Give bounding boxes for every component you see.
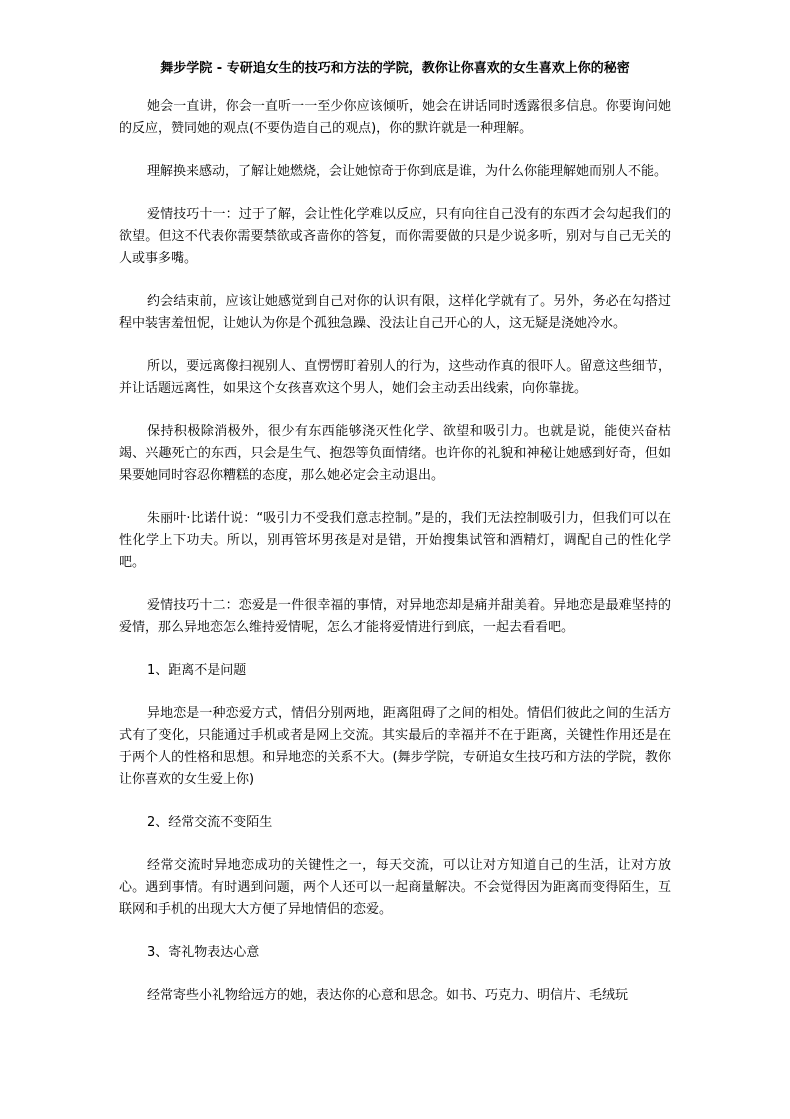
paragraph: 爱情技巧十一：过于了解，会让性化学难以反应，只有向往自己没有的东西才会勾起我们的欲望。但这不代表你需要禁欲或吝啬你的答复，而你需要做的只是少说多听，别对与自己无关的人或事多嘴。 xyxy=(119,207,671,266)
paragraph: 异地恋是一种恋爱方式，情侣分别两地，距离阻碍了之间的相处。情侣们彼此之间的生活方式有了变化，只能通过手机或者是网上交流。其实最后的幸福并不在于距离，关键性作用还是在于两个人的性格和思想。和异地恋的关系不大。(舞步学院，专研追女生技巧和方法的学院，教你让你喜欢的女生爱上你) xyxy=(119,706,671,787)
paragraph: 约会结束前，应该让她感觉到自己对你的认识有限，这样化学就有了。另外，务必在勾搭过程中装害羞忸怩，让她认为你是个孤独急躁、没法让自己开心的人，这无疑是浇她冷水。 xyxy=(119,294,671,331)
document-title: 舞步学院 - 专研追女生的技巧和方法的学院，教你让你喜欢的女生喜欢上你的秘密 xyxy=(160,61,630,76)
paragraph: 所以，要远离像扫视别人、直愣愣盯着别人的行为，这些动作真的很吓人。留意这些细节，并让话题远离性，如果这个女孩喜欢这个男人，她们会主动丢出线索，向你靠拢。 xyxy=(119,359,671,396)
paragraph: 朱丽叶·比诺什说：“吸引力不受我们意志控制。”是的，我们无法控制吸引力，但我们可以在性化学上下功夫。所以，别再管坏男孩是对是错，开始搜集试管和酒精灯，调配自己的性化学吧。 xyxy=(119,511,671,570)
document-body xyxy=(119,96,671,1028)
section-heading: 1、距离不是问题 xyxy=(147,663,247,678)
paragraph: 爱情技巧十二：恋爱是一件很幸福的事情，对异地恋却是痛并甜美着。异地恋是最难坚持的爱情，那么异地恋怎么维持爱情呢，怎么才能将爱情进行到底，一起去看看吧。 xyxy=(119,598,671,635)
paragraph: 理解换来感动，了解让她燃烧，会让她惊奇于你到底是谁，为什么你能理解她而别人不能。 xyxy=(147,164,668,179)
paragraph: 她会一直讲，你会一直听一一至少你应该倾听，她会在讲话同时透露很多信息。你要询问她的反应，赞同她的观点(不要伪造自己的观点)，你的默许就是一种理解。 xyxy=(119,99,671,136)
section-heading: 3、寄礼物表达心意 xyxy=(147,945,260,960)
paragraph: 保持积极除消极外，很少有东西能够浇灭性化学、欲望和吸引力。也就是说，能使兴奋枯竭、兴趣死亡的东西，只会是生气、抱怨等负面情绪。也许你的礼貌和神秘让她感到好奇，但如果要她同时容忍你糟糕的态度，那么她必定会主动退出。 xyxy=(119,424,671,483)
section-heading: 2、经常交流不变陌生 xyxy=(147,815,273,830)
paragraph: 经常交流时异地恋成功的关键性之一，每天交流，可以让对方知道自己的生活，让对方放心。遇到事情。有时遇到问题，两个人还可以一起商量解决。不会觉得因为距离而变得陌生，互联网和手机的出现大大方便了异地情侣的恋爱。 xyxy=(119,858,671,917)
paragraph: 经常寄些小礼物给远方的她，表达你的心意和思念。如书、巧克力、明信片、毛绒玩 xyxy=(147,988,629,1003)
